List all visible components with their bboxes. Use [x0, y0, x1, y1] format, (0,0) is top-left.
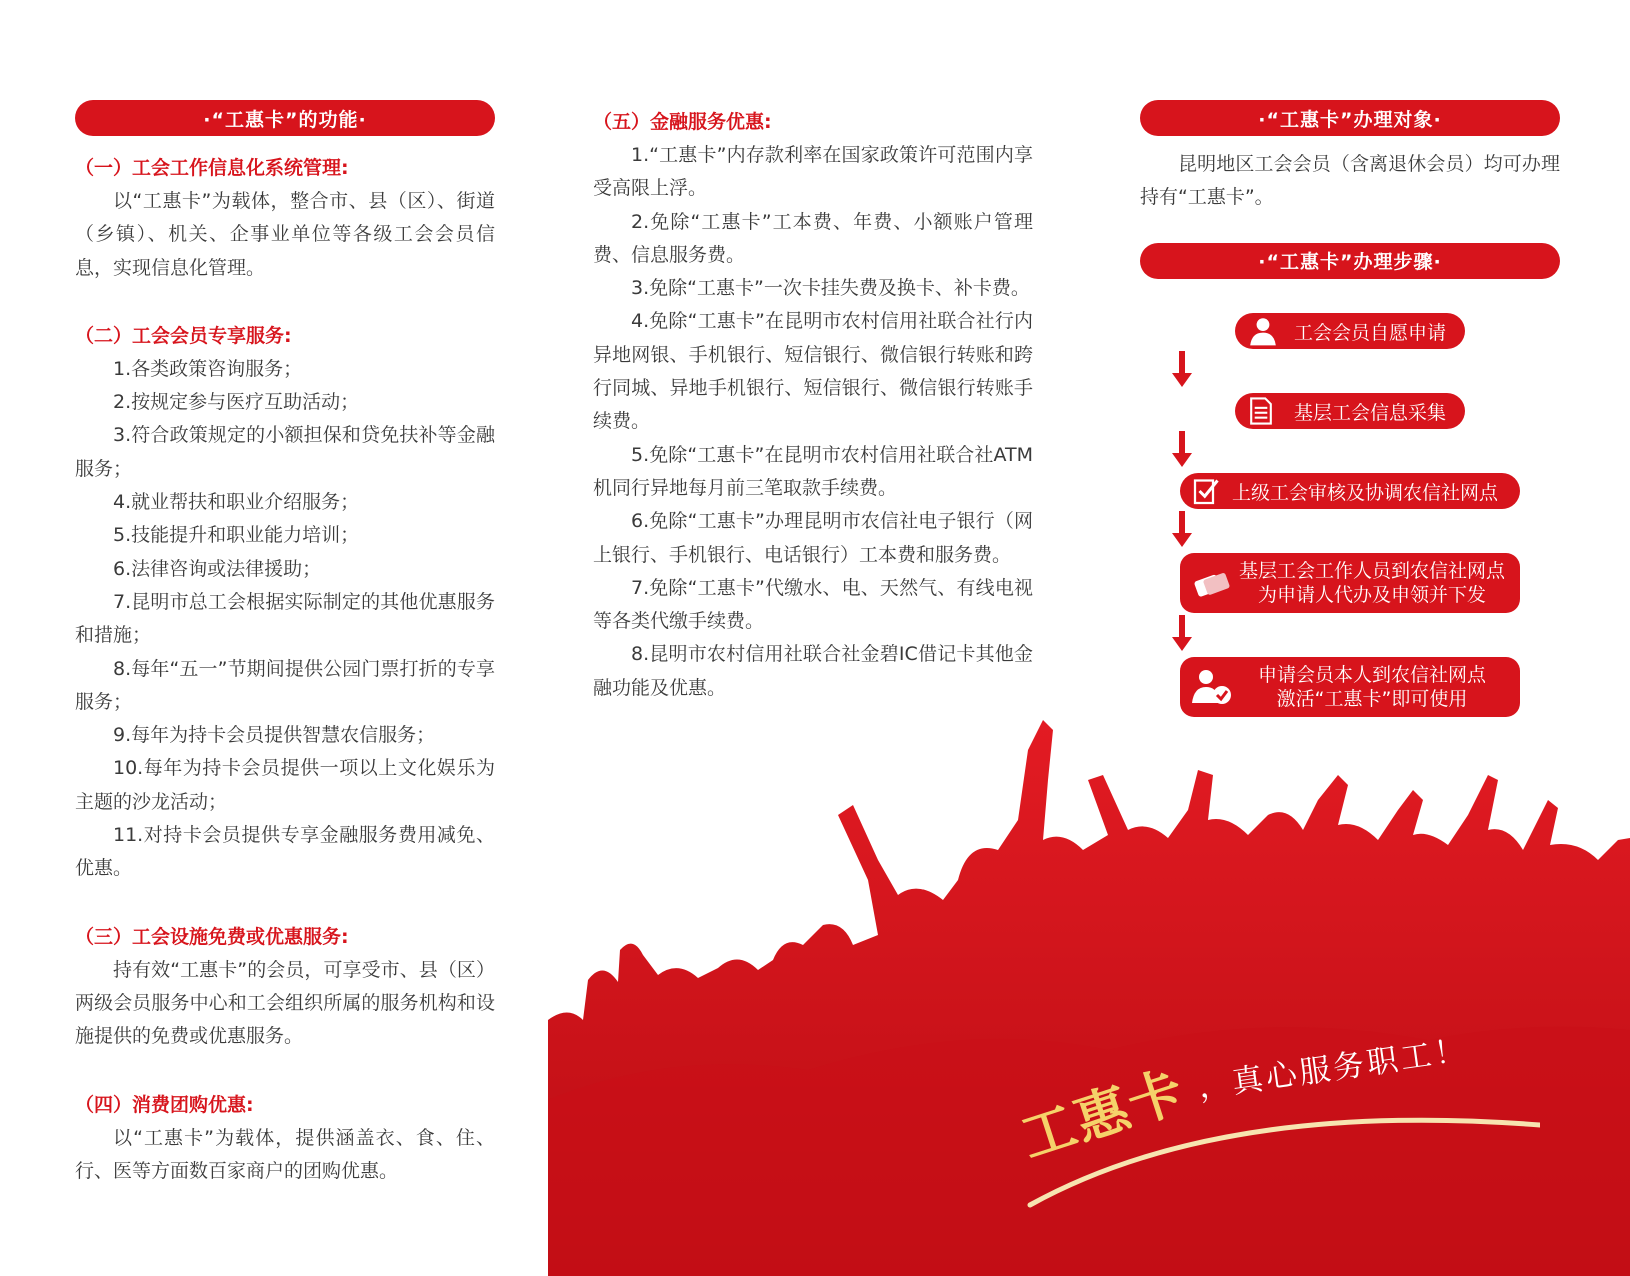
- functions-heading: ·“工惠卡”的功能·: [75, 100, 495, 136]
- list-item: 8.每年“五一”节期间提供公园门票打折的专享服务；: [75, 657, 495, 713]
- section-1-title: （一）工会工作信息化系统管理:: [75, 157, 349, 179]
- step-label: 上级工会审核及协调农信社网点: [1231, 481, 1498, 504]
- step-label-line2: 激活“工惠卡”即可使用: [1276, 688, 1468, 710]
- middle-column: [593, 104, 1033, 705]
- list-item: 8.昆明市农村信用社联合社金碧IC借记卡其他金融功能及优惠。: [593, 643, 1033, 699]
- step-5: [1180, 657, 1520, 717]
- list-item: 2.免除“工惠卡”工本费、年费、小额账户管理费、信息服务费。: [593, 210, 1033, 266]
- cards-icon: [1192, 565, 1232, 601]
- list-item: 11.对持卡会员提供专享金融服务费用减免、优惠。: [75, 824, 495, 880]
- right-column: [1140, 100, 1560, 279]
- list-item: 9.每年为持卡会员提供智慧农信服务；: [113, 724, 436, 747]
- section-4-text: 以“工惠卡”为载体，提供涵盖衣、食、住、行、医等方面数百家商户的团购优惠。: [75, 1126, 495, 1182]
- section-5-title: （五）金融服务优惠:: [593, 111, 772, 133]
- step-4: [1180, 553, 1520, 613]
- step-label: 基层工会信息采集: [1293, 401, 1446, 424]
- section-3-text: 持有效“工惠卡”的会员，可享受市、县（区）两级会员服务中心和工会组织所属的服务机构和设施提供的免费或优惠服务。: [75, 958, 495, 1048]
- step-label: 申请会员本人到农信社网点: [1257, 664, 1486, 686]
- step-2: [1235, 393, 1465, 429]
- target-text: 昆明地区工会会员（含离退休会员）均可办理持有“工惠卡”。: [1140, 153, 1560, 209]
- list-item: 1.“工惠卡”内存款利率在国家政策许可范围内享受高限上浮。: [593, 144, 1033, 200]
- list-item: 6.法律咨询或法律援助；: [113, 557, 322, 580]
- list-item: 5.技能提升和职业能力培训；: [113, 524, 360, 547]
- section-1-text: 以“工惠卡”为载体，整合市、县（区）、街道（乡镇）、机关、企事业单位等各级工会会员信息，实现信息化管理。: [75, 190, 495, 279]
- list-item: 4.就业帮扶和职业介绍服务；: [113, 491, 360, 514]
- target-heading: ·“工惠卡”办理对象·: [1140, 100, 1560, 136]
- list-item: 10.每年为持卡会员提供一项以上文化娱乐为主题的沙龙活动；: [75, 757, 495, 813]
- step-3: [1180, 473, 1520, 509]
- arrow-down-icon: [1170, 613, 1194, 653]
- arrow-down-icon: [1170, 349, 1194, 389]
- section-4-title: （四）消费团购优惠:: [75, 1093, 254, 1116]
- list-item: 1.各类政策咨询服务；: [113, 357, 303, 380]
- list-item: 6.免除“工惠卡”办理昆明市农信社电子银行（网上银行、手机银行、电话银行）工本费和服务费。: [593, 510, 1033, 566]
- step-label: 基层工会工作人员到农信社网点: [1238, 560, 1505, 582]
- person-check-icon: [1192, 667, 1232, 707]
- list-item: 7.昆明市总工会根据实际制定的其他优惠服务和措施；: [75, 590, 495, 647]
- left-column: [75, 100, 495, 1188]
- steps-heading: ·“工惠卡”办理步骤·: [1140, 243, 1560, 279]
- list-item: 3.符合政策规定的小额担保和贷免扶补等金融服务；: [75, 424, 495, 480]
- list-item: 4.免除“工惠卡”在昆明市农村信用社联合社行内异地网银、手机银行、短信银行、微信银行转账和跨行同城、异地手机银行、短信银行、微信银行转账手续费。: [593, 310, 1033, 433]
- slogan-brand: 工惠卡: [1013, 1058, 1193, 1171]
- list-item: 3.免除“工惠卡”一次卡挂失费及换卡、补卡费。: [631, 277, 1030, 300]
- person-icon: [1247, 315, 1279, 347]
- step-label: 工会会员自愿申请: [1293, 321, 1446, 344]
- list-item: 2.按规定参与医疗互助活动；: [113, 391, 360, 414]
- list-item: 5.免除“工惠卡”在昆明市农村信用社联合社ATM机同行异地每月前三笔取款手续费。: [593, 443, 1033, 499]
- checklist-icon: [1192, 476, 1222, 506]
- slogan-text: ，真心服务职工！: [1196, 1032, 1471, 1106]
- list-item: 7.免除“工惠卡”代缴水、电、天然气、有线电视等各类代缴手续费。: [593, 576, 1033, 633]
- steps-flowchart: [1170, 313, 1530, 717]
- step-label-line2: 为申请人代办及申领并下发: [1257, 584, 1486, 606]
- section-2-title: （二）工会会员专享服务:: [75, 324, 292, 347]
- arrow-down-icon: [1170, 429, 1194, 469]
- section-3-title: （三）工会设施免费或优惠服务:: [75, 925, 349, 948]
- step-1: [1235, 313, 1465, 349]
- arrow-down-icon: [1170, 509, 1194, 549]
- document-icon: [1247, 396, 1275, 426]
